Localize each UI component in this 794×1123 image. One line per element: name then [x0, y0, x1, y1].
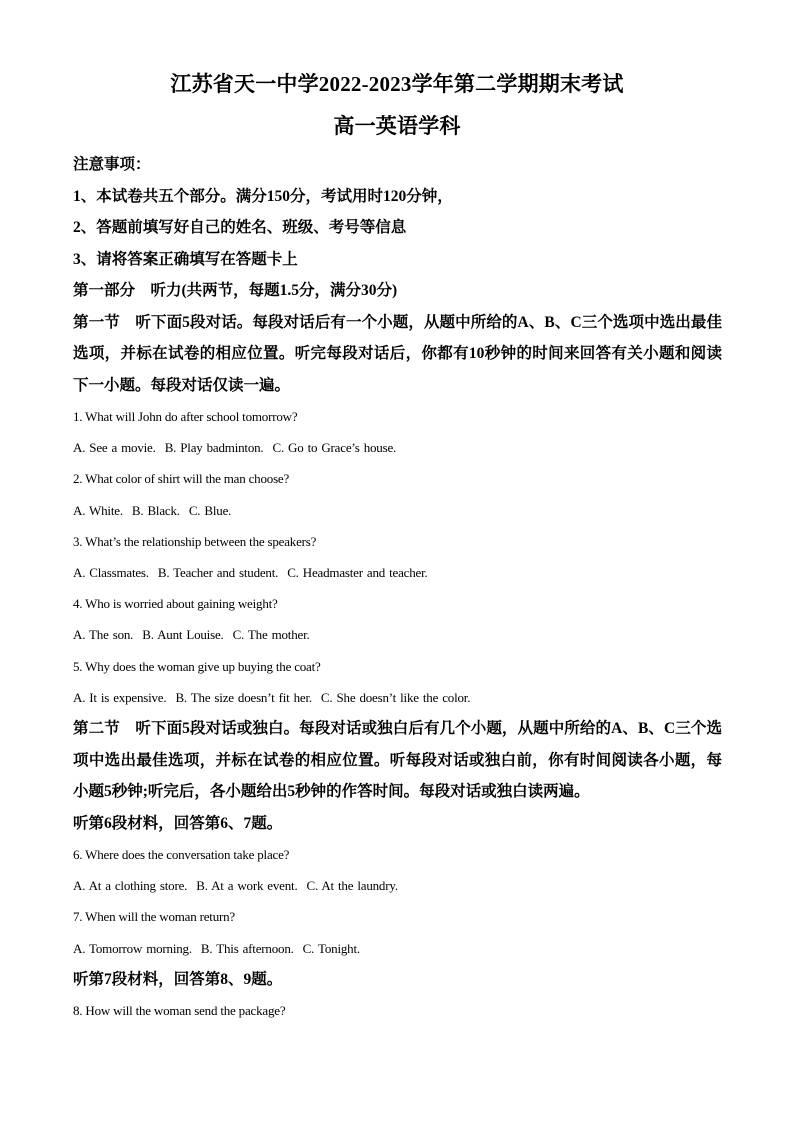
question-4: 4. Who is worried about gaining weight?: [73, 596, 278, 612]
question-3-options: [73, 557, 722, 588]
exam-subtitle: 高一英语学科: [333, 114, 461, 138]
option-a: A. Tomorrow morning.: [73, 940, 192, 956]
question-1-options: [73, 432, 722, 463]
part1-heading: 第一部分 听力(共两节，每题1.5分，满分30分): [73, 282, 398, 299]
note-item: 2、答题前填写好自己的姓名、班级、考号等信息: [73, 219, 407, 236]
option-c: C. Blue.: [188, 502, 232, 518]
exam-title: 江苏省天一中学2022-2023学年第二学期期末考试: [170, 72, 624, 96]
option-a: A. White.: [73, 502, 123, 518]
option-a: A. It is expensive.: [73, 689, 167, 705]
option-b: B. At a work event.: [196, 878, 298, 894]
option-b: B. Aunt Louise.: [142, 627, 224, 643]
section1-instructions: 第一节 听下面5段对话。每段对话后有一个小题，从题中所给的A、B、C三个选项中选出最佳选项，并标在试卷的相应位置。听完每段对话后，你都有10秒钟的时间来回答有关小题和阅读下一小题。每段对话仅读一遍。: [73, 313, 722, 394]
option-b: B. Teacher and student.: [157, 565, 279, 581]
option-c: C. At the laundry.: [306, 878, 398, 894]
option-a: A. Classmates.: [73, 565, 149, 581]
option-c: C. She doesn’t like the color.: [320, 689, 471, 705]
question-5-options: [73, 682, 722, 713]
option-c: C. The mother.: [232, 627, 310, 643]
question-2: 2. What color of shirt will the man choose?: [73, 471, 290, 487]
question-5: 5. Why does the woman give up buying the coat?: [73, 658, 321, 674]
option-c: C. Headmaster and teacher.: [287, 565, 428, 581]
option-a: A. At a clothing store.: [73, 878, 188, 894]
exam-body: [73, 149, 722, 1027]
question-6-options: [73, 870, 722, 901]
question-2-options: [73, 495, 722, 526]
option-a: A. See a movie.: [73, 440, 156, 456]
section2-instructions: 第二节 听下面5段对话或独白。每段对话或独白后有几个小题，从题中所给的A、B、C三个选项中选出最佳选项，并标在试卷的相应位置。听每段对话或独白前，你有时间阅读各小题，每小题5秒钟;听完后，各小题给出5秒钟的作答时间。每段对话或独白读两遍。: [73, 720, 722, 801]
notes-heading: 注意事项：: [73, 156, 151, 173]
option-b: B. Play badminton.: [164, 440, 264, 456]
option-c: C. Go to Grace’s house.: [272, 440, 397, 456]
note-item: 1、本试卷共五个部分。满分150分，考试用时120分钟，: [73, 187, 453, 205]
question-4-options: [73, 619, 722, 650]
question-7: 7. When will the woman return?: [73, 909, 235, 925]
option-a: A. The son.: [73, 627, 134, 643]
option-b: B. The size doesn’t fit her.: [175, 689, 312, 705]
note-item: 3、请将答案正确填写在答题卡上: [73, 250, 298, 268]
material7-heading: 听第7段材料，回答第8、9题。: [73, 970, 283, 988]
question-7-options: [73, 933, 722, 964]
question-1: 1. What will John do after school tomorrow?: [73, 409, 298, 424]
option-c: C. Tonight.: [302, 940, 360, 956]
material6-heading: 听第6段材料，回答第6、7题。: [73, 814, 283, 832]
question-8: 8. How will the woman send the package?: [73, 1003, 286, 1019]
option-b: B. Black.: [131, 502, 180, 518]
option-b: B. This afternoon.: [200, 940, 294, 956]
question-6: 6. Where does the conversation take place?: [73, 847, 290, 863]
question-3: 3. What’s the relationship between the speakers?: [73, 533, 317, 549]
